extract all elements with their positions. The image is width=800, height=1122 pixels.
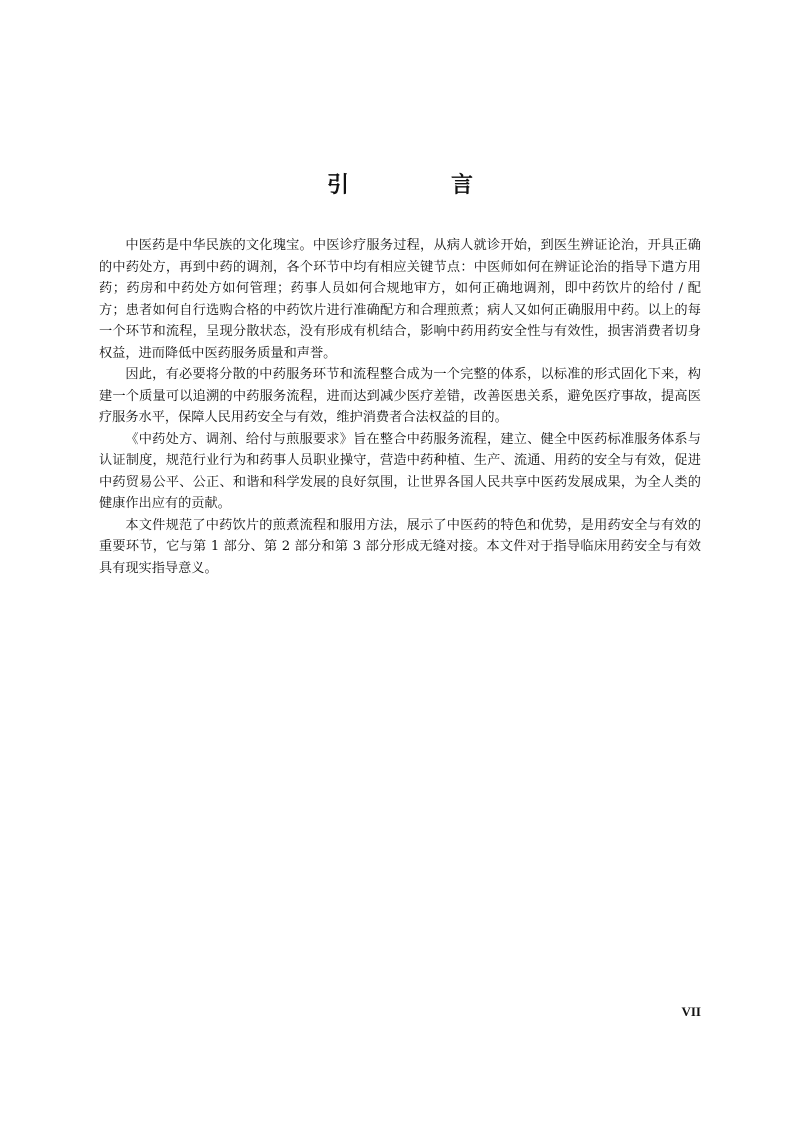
paragraph-3: 《中药处方、调剂、给付与煎服要求》旨在整合中药服务流程，建立、健全中医药标准服务体系与认证制度，规范行业行为和药事人员职业操守，营造中药种植、生产、流通、用药的安全与有效，促进中药贸易公平、公正、和谐和科学发展的良好氛围，让世界各国人民共享中医药发展成果，为全人类的健康作出应有的贡献。 — [99, 431, 701, 511]
page-number: VII — [681, 1004, 701, 1019]
page-title: 引 言 — [326, 173, 513, 198]
paragraph-1: 中医药是中华民族的文化瑰宝。中医诊疗服务过程，从病人就诊开始，到医生辨证论治，开具正确的中药处方，再到中药的调剂，各个环节中均有相应关键节点：中医师如何在辨证论治的指导下遣方用药；药房和中药处方如何管理；药事人员如何合规地审方，如何正确地调剂，即中药饮片的给付 / 配方；患者如何自行选购合格的中药饮片进行准确配方和合理煎煮；病人又如何正确服用中药。以上的每一个环节和流程，呈现分散状态，没有形成有机结合，影响中药用药安全性与有效性，损害消费者切身权益，进而降低中医药服务质量和声誉。 — [99, 238, 701, 361]
paragraph-2: 因此，有必要将分散的中药服务环节和流程整合成为一个完整的体系，以标准的形式固化下来，构建一个质量可以追溯的中药服务流程，进而达到减少医疗差错，改善医患关系，避免医疗事故，提高医疗服务水平，保障人民用药安全与有效，维护消费者合法权益的目的。 — [99, 367, 701, 425]
paragraph-4: 本文件规范了中药饮片的煎煮流程和服用方法，展示了中医药的特色和优势，是用药安全与有效的重要环节，它与第 1 部分、第 2 部分和第 3 部分形成无缝对接。本文件对于指导临床用药安全与有效具有现实指导意义。 — [99, 517, 701, 576]
introduction-body — [99, 235, 701, 579]
